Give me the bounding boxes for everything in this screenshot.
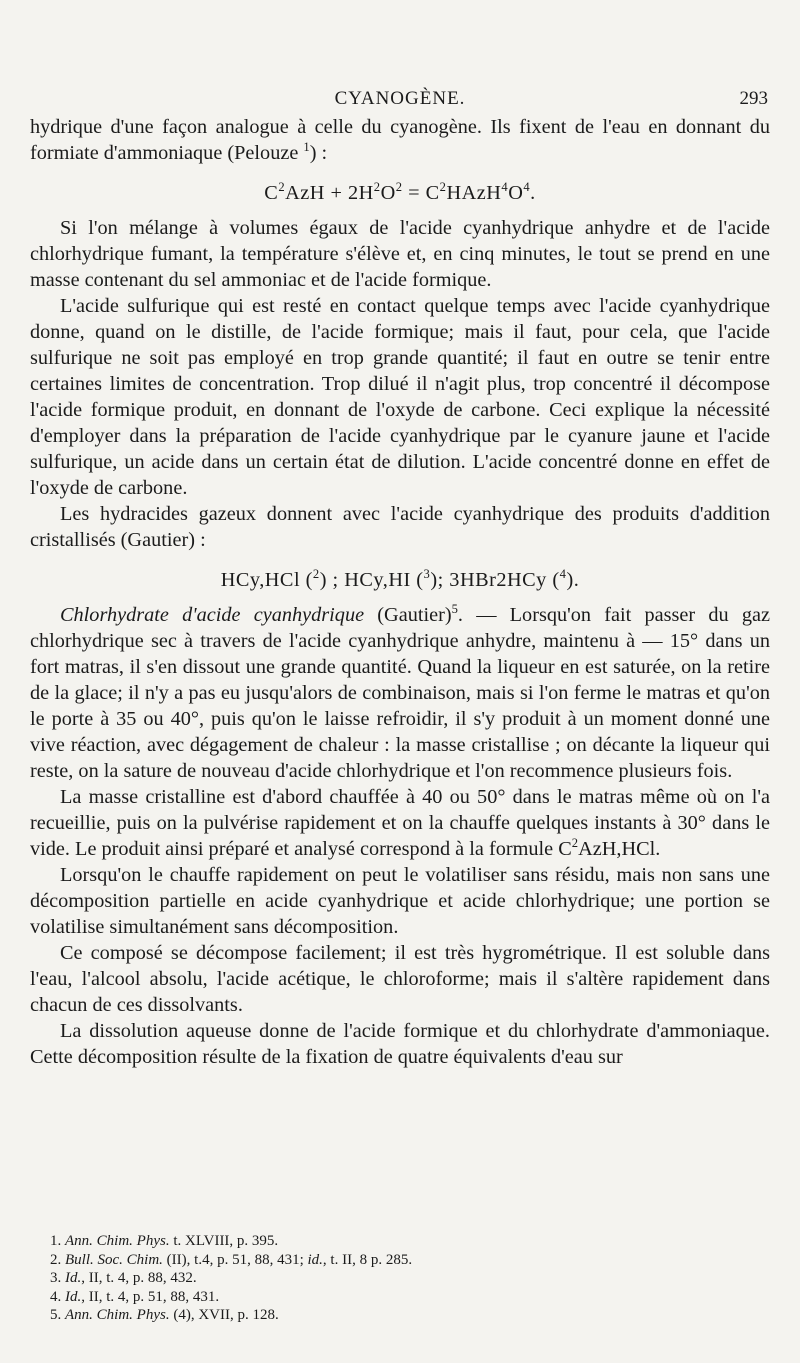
- paragraph-8: Ce composé se décompose facilement; il est très hygrométrique. Il est soluble dans l'eau, l'alcool absolu, l'acide acétique, le chloroforme; mais il s'altère rapidement dans chacun de ces dissolvants.: [30, 942, 770, 1016]
- paragraph-7: Lorsqu'on le chauffe rapidement on peut le volatiliser sans résidu, mais non sans une décomposition partielle en acide cyanhydrique et acide chlorhydrique; une portion se volatilise simultanément sans décomposition.: [30, 864, 770, 938]
- paragraph-3: L'acide sulfurique qui est resté en contact quelque temps avec l'acide cyanhydrique donne, quand on le distille, de l'acide formique; mais il faut, pour cela, que l'acide sulfurique ne soit pas employé en trop grande quantité; il faut en outre se tenir entre certaines limites de concentration. Trop dilué il n'agit plus, trop concentré il décompose l'acide formique produit, en donnant de l'oxyde de carbone. Ceci explique la nécessité d'employer dans la préparation de l'acide cyanhydrique par le cyanure jaune et l'acide sulfurique, un acide dans un certain état de dilution. L'acide concentré donne en effet de l'oxyde de carbone.: [30, 295, 770, 499]
- formula-hydracides: HCy,HCl ($^2$) ; HCy,HI ($^3$); 3HBr2HCy ($^4$).: [220, 567, 580, 591]
- paragraph-1: hydrique d'une façon analogue à celle du cyanogène. Ils fixent de l'eau en donnant du formiate d'ammoniaque (Pelouze $^1$) :: [30, 116, 770, 164]
- paragraph-2: Si l'on mélange à volumes égaux de l'acide cyanhydrique anhydre et de l'acide chlorhydrique fumant, la température s'élève et, en cinq minutes, le tout se prend en une masse contenant du sel ammoniac et de l'acide formique.: [30, 217, 770, 291]
- paragraph-4: Les hydracides gazeux donnent avec l'acide cyanhydrique des produits d'addition cristallisés (Gautier) :: [30, 503, 770, 551]
- footnote-3: 3. Id., II, t. 4, p. 88, 432.: [50, 1270, 197, 1286]
- running-title: CYANOGÈNE.: [334, 88, 466, 109]
- paragraph-6: La masse cristalline est d'abord chauffée à 40 ou 50° dans le matras même où on l'a recueillie, puis on la pulvérise rapidement et on la chauffe quelques instants à 30° dans le vide. Le produit ainsi préparé et analysé correspond à la formule $C^2AzH,HCl$.: [30, 786, 770, 860]
- formula-formiate: $C^2AzH + 2H^2O^2$ = $C^2HAzH^4O^4$.: [264, 180, 536, 204]
- footnote-5: 5. Ann. Chim. Phys. (4), XVII, p. 128.: [50, 1307, 279, 1323]
- page-number: 293: [739, 88, 768, 109]
- footnote-2: 2. Bull. Soc. Chim. (II), t.4, p. 51, 88, 431; id., t. II, 8 p. 285.: [50, 1251, 413, 1268]
- main-text: [30, 114, 770, 1070]
- footnotes: [50, 1232, 750, 1325]
- paragraph-9: La dissolution aqueuse donne de l'acide formique et du chlorhydrate d'ammoniaque. Cette décomposition résulte de la fixation de quatre équivalents d'eau sur: [30, 1020, 770, 1068]
- paragraph-5: Chlorhydrate d'acide cyanhydrique (Gautier)$^5$. — Lorsqu'on fait passer du gaz chlorhydrique sec à travers de l'acide cyanhydrique anhydre, maintenu à — 15° dans un fort matras, il s'en dissout une grande quantité. Quand la liqueur en est saturée, on la retire de la glace; il n'y a pas eu jusqu'alors de combinaison, mais si l'on ferme le matras et qu'on le porte à 35 ou 40°, puis qu'on le laisse refroidir, il s'y produit à un moment donné une vive réaction, avec dégagement de chaleur : la masse cristallise ; on décante la liqueur qui reste, on la sature de nouveau d'acide chlorhydrique et l'on recommence plusieurs fois.: [30, 602, 770, 782]
- footnote-1: 1. Ann. Chim. Phys. t. XLVIII, p. 395.: [50, 1233, 279, 1249]
- section-heading: Chlorhydrate d'acide cyanhydrique: [60, 604, 365, 626]
- footnote-4: 4. Id., II, t. 4, p. 51, 88, 431.: [50, 1288, 220, 1305]
- running-header: [30, 88, 770, 114]
